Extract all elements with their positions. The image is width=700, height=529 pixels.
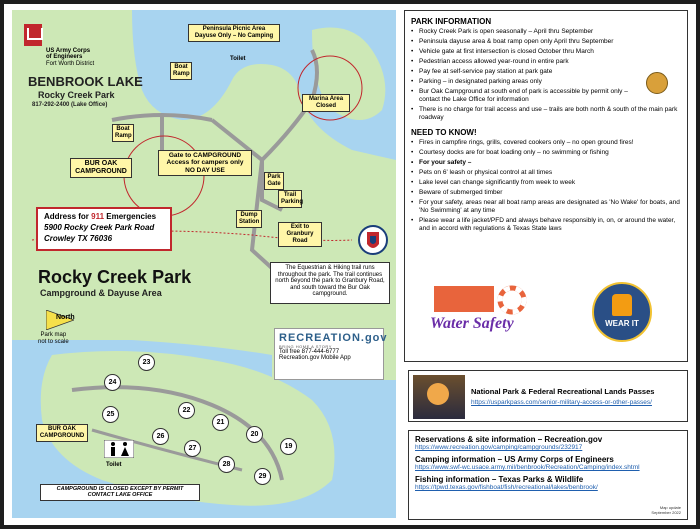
water-safety-logo xyxy=(424,284,554,334)
list-item: • Courtesy docks are for boat loading only – no swimming or fishing xyxy=(411,149,681,157)
label-trail-parking: Trail Parking xyxy=(278,190,302,208)
list-item: • Rocky Creek Park is open seasonally – April thru September xyxy=(411,28,681,36)
label-marina-closed: Marina Area Closed xyxy=(302,94,350,112)
usace-castle-logo xyxy=(24,24,42,46)
park-info-list xyxy=(411,28,681,123)
list-item: • Vehicle gate at first intersection is closed October thru March xyxy=(411,48,681,56)
link-title-reservations: Reservations & site information – Recreation.gov xyxy=(415,435,603,444)
rocky-creek-title: Rocky Creek Park xyxy=(38,267,192,287)
info-links-box xyxy=(408,430,688,520)
passes-link[interactable]: https://usparkpass.com/senior-military-access-or-other-passes/ xyxy=(471,399,652,406)
park-map-scale-note: Park map not to scale xyxy=(38,332,69,345)
map-update-note: Map update September 2022 xyxy=(651,505,681,515)
recreation-gov-box: RECREATION.gov BRING HOME A STORY Toll free 877-444-6777 Recreation.gov Mobile App xyxy=(274,328,384,380)
link-title-fishing: Fishing information – Texas Parks & Wildlife xyxy=(415,475,584,484)
label-boat-ramp-1: Boat Ramp xyxy=(170,62,192,80)
emergency-address-box: Address for 911 Emergencies 5900 Rocky Creek Park Road Crowley TX 76036 xyxy=(36,207,172,251)
campsite-marker: 19 xyxy=(280,438,297,455)
label-toilet-lower: Toilet xyxy=(106,462,122,468)
list-item: • Pay fee at self-service pay station at park gate xyxy=(411,68,681,76)
campsite-marker: 29 xyxy=(254,468,271,485)
park-title: Rocky Creek Park xyxy=(38,90,115,100)
park-info-heading: PARK INFORMATION xyxy=(411,17,492,26)
label-dump-station: Dump Station xyxy=(236,210,262,228)
list-item: • There is no charge for trail access and use – trails are both north & south of the main park roadway xyxy=(411,106,681,123)
north-label: North xyxy=(56,314,75,321)
park-map xyxy=(12,10,396,518)
campsite-marker: 22 xyxy=(178,402,195,419)
life-jacket-icon xyxy=(612,294,632,316)
list-item: • Parking – in designated parking areas only xyxy=(411,78,681,86)
list-item: • Pedestrian access allowed year-round in entire park xyxy=(411,58,681,66)
org-name: US Army Corps of Engineers Fort Worth District xyxy=(46,48,95,67)
campsite-marker: 23 xyxy=(138,354,155,371)
campsite-marker: 24 xyxy=(104,374,121,391)
label-toilet-top: Toilet xyxy=(230,56,246,62)
link-fishing[interactable]: https://tpwd.texas.gov/fishboat/fish/recreational/lakes/benbrook/ xyxy=(415,484,598,491)
link-reservations[interactable]: https://www.recreation.gov/camping/campgrounds/232917 xyxy=(415,444,583,451)
brochure-page xyxy=(4,4,696,525)
list-item: • For your safety – xyxy=(411,159,681,167)
lake-title: BENBROOK LAKE xyxy=(28,74,143,89)
wear-it-logo: WEAR IT xyxy=(592,282,652,342)
link-camping[interactable]: https://www.swf-wc.usace.army.mil/benbrook/Recreation/Camping/index.shtml xyxy=(415,464,640,471)
campground-closed-note: CAMPGROUND IS CLOSED EXCEPT BY PERMIT CONTACT LAKE OFFICE xyxy=(40,484,200,501)
campsite-marker: 26 xyxy=(152,428,169,445)
link-title-camping: Camping information – US Army Corps of Engineers xyxy=(415,455,614,464)
passes-box xyxy=(408,370,688,422)
campsite-marker: 25 xyxy=(102,406,119,423)
trail-shield-icon xyxy=(358,222,388,258)
toilet-icon xyxy=(104,440,134,458)
passes-title: National Park & Federal Recreational Lands Passes xyxy=(471,387,655,396)
rocky-creek-subtitle: Campground & Dayuse Area xyxy=(40,288,162,298)
list-item: • Lake level can change significantly from week to week xyxy=(411,179,681,187)
campsite-marker: 21 xyxy=(212,414,229,431)
campsite-marker: 28 xyxy=(218,456,235,473)
list-item: • Bur Oak Campground at south end of park is accessible by permit only – contact the Lake Office for information xyxy=(411,88,681,105)
list-item: • Please wear a life jacket/PFD and always behave responsibly in, on, or around the water, and in accord with regulations & Texas State laws xyxy=(411,217,681,234)
trail-note: The Equestrian & Hiking trail runs throughout the park. The trail continues north beyond the park to Granbury Road, and south toward the Bur Oak campground. xyxy=(270,262,390,304)
campsite-marker: 20 xyxy=(246,426,263,443)
label-exit-granbury: Exit to Granbury Road xyxy=(278,222,322,247)
label-boat-ramp-2: Boat Ramp xyxy=(112,124,134,142)
label-bur-oak-lower: BUR OAK CAMPGROUND xyxy=(36,424,88,442)
list-item: • For your safety, areas near all boat ramp areas are designated as 'No Wake' for boats, and 'No Swimming' at any time xyxy=(411,199,681,216)
need-to-know-heading: NEED TO KNOW! xyxy=(411,127,477,137)
list-item: • Pets on 6' leash or physical control at all times xyxy=(411,169,681,177)
pay-fee-badge-icon xyxy=(646,72,668,94)
svg-text:Water Safety: Water Safety xyxy=(430,315,514,332)
need-to-know-list xyxy=(411,139,681,234)
america-beautiful-pass-image xyxy=(413,375,465,419)
lake-office-phone: 817-292-2400 (Lake Office) xyxy=(32,102,108,108)
list-item: • Peninsula dayuse area & boat ramp open only April thru September xyxy=(411,38,681,46)
list-item: • Beware of submerged timber xyxy=(411,189,681,197)
label-campground-gate: Gate to CAMPGROUND Access for campers only NO DAY USE xyxy=(158,150,252,176)
campsite-marker: 27 xyxy=(184,440,201,457)
label-bur-oak-campground: BUR OAK CAMPGROUND xyxy=(70,158,132,178)
label-peninsula-picnic: Peninsula Picnic Area Dayuse Only – No Camping xyxy=(188,24,280,42)
label-park-gate: Park Gate xyxy=(264,172,284,190)
list-item: • Fires in campfire rings, grills, covered cookers only – no open ground fires! xyxy=(411,139,681,147)
